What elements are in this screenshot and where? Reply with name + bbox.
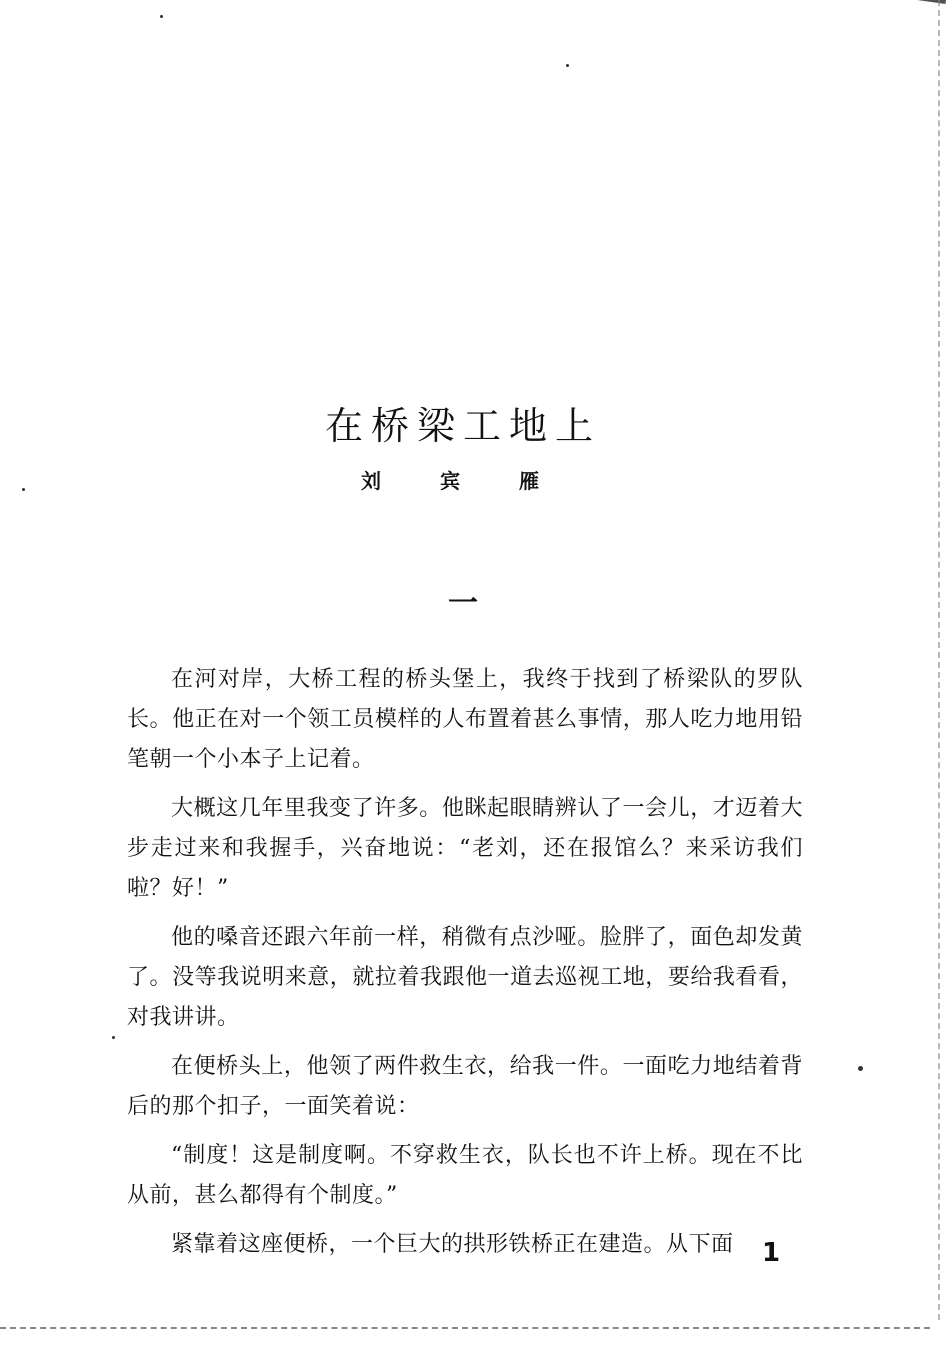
scan-speck (858, 1066, 863, 1071)
author-name: 刘 宾 雁 (361, 469, 565, 493)
body-text (127, 660, 803, 1274)
paragraph: “制度！这是制度啊。不穿救生衣，队长也不许上桥。现在不比从前，甚么都得有个制度。” (127, 1143, 803, 1208)
paragraph: 在河对岸，大桥工程的桥头堡上，我终于找到了桥梁队的罗队长。他正在对一个领工员模样的人布置着甚么事情，那人吃力地用铅笔朝一个小本子上记着。 (127, 667, 803, 772)
scan-speck (160, 15, 163, 18)
scan-speck (112, 1036, 115, 1039)
paragraph: 大概这几年里我变了许多。他眯起眼睛辨认了一会儿，才迈着大步走过来和我握手，兴奋地说：“老刘，还在报馆么？来采访我们啦？好！” (127, 796, 803, 901)
scan-speck (566, 64, 569, 67)
paragraph: 他的嗓音还跟六年前一样，稍微有点沙哑。脸胖了，面色却发黄了。没等我说明来意，就拉着我跟他一道去巡视工地，要给我看看，对我讲讲。 (127, 925, 803, 1030)
page-number: 1 (762, 1238, 781, 1268)
paragraph: 紧靠着这座便桥，一个巨大的拱形铁桥正在建造。从下面 (171, 1232, 734, 1257)
section-number: 一 (448, 586, 478, 621)
scan-right-edge (936, 0, 940, 1320)
scan-bottom-edge (0, 1327, 930, 1329)
page-title: 在桥梁工地上 (324, 404, 601, 449)
paragraph: 在便桥头上，他领了两件救生衣，给我一件。一面吃力地结着背后的那个扣子，一面笑着说： (127, 1054, 803, 1119)
